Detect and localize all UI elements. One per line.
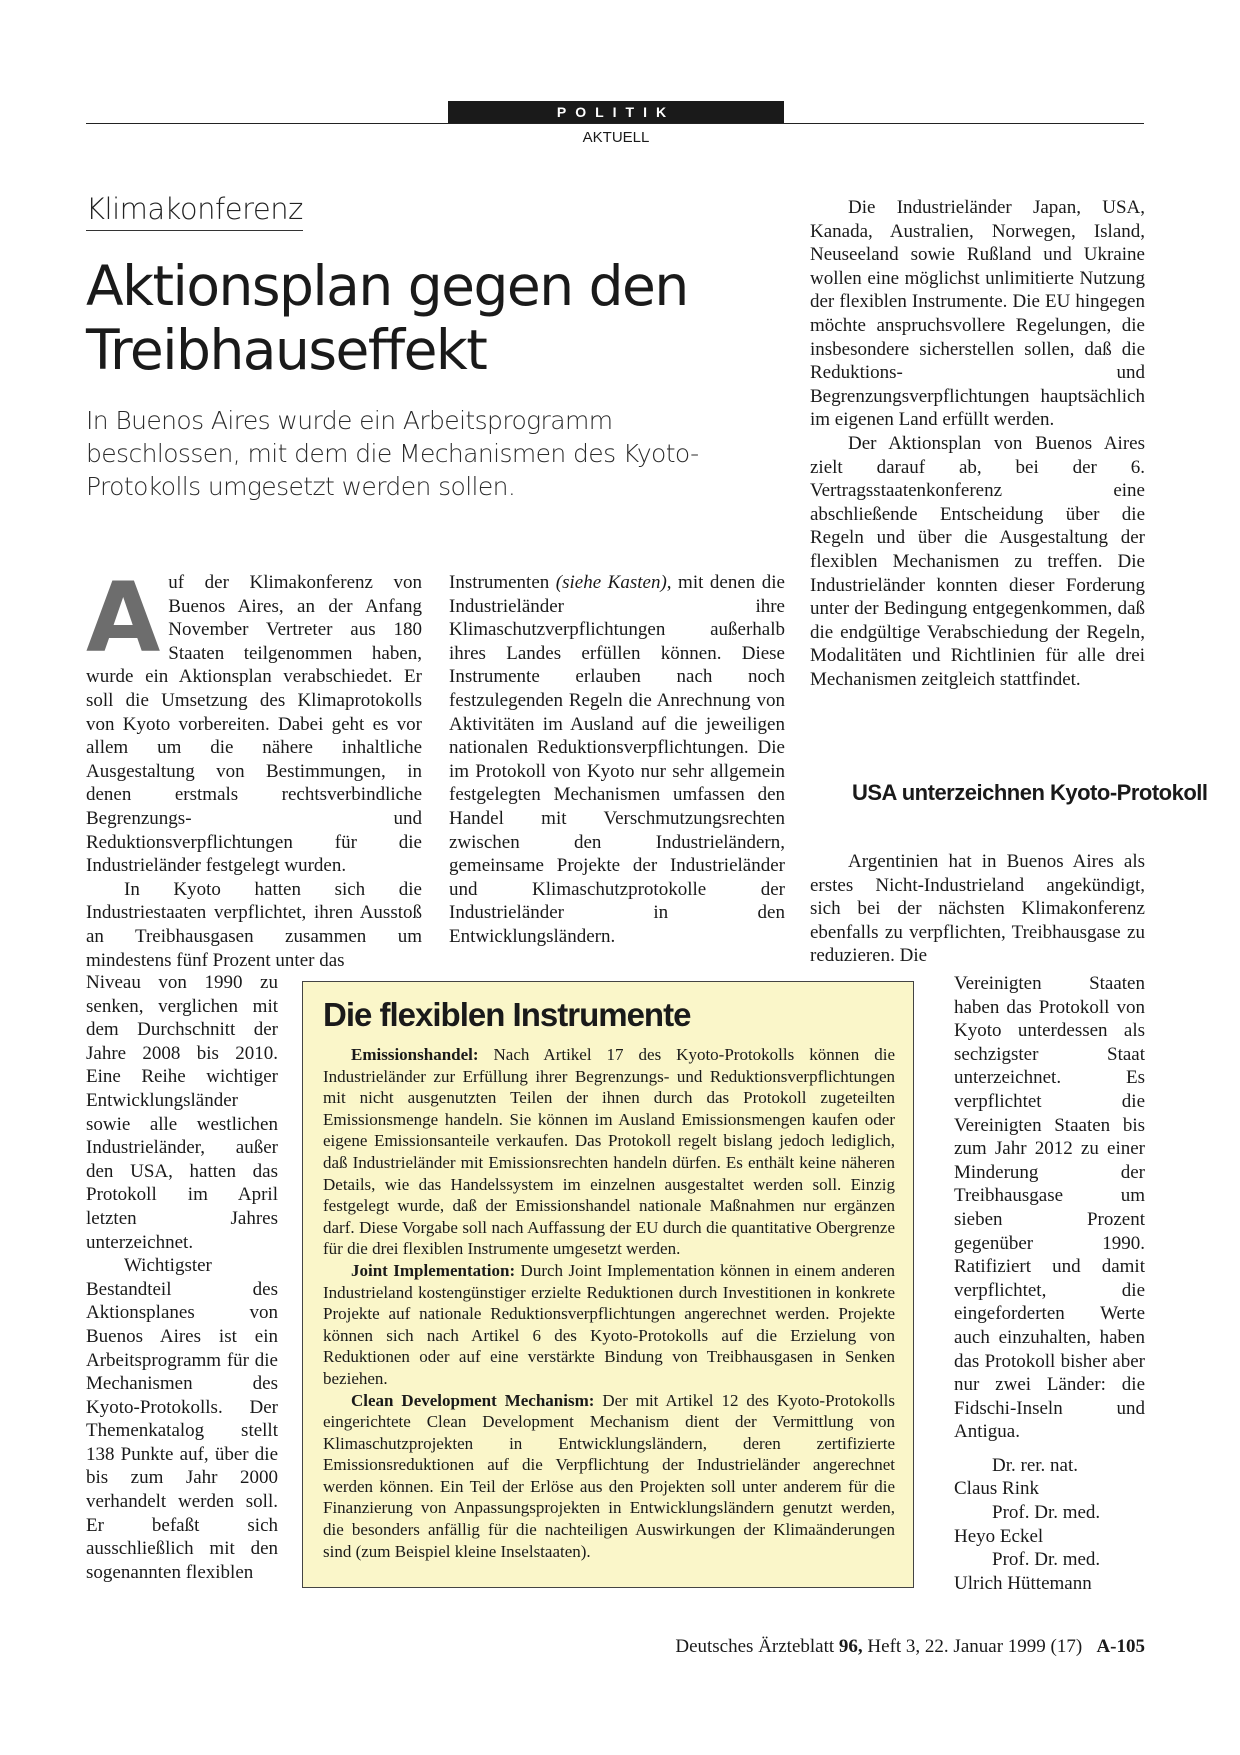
drop-cap: A [86,562,161,674]
paragraph: Der Aktionsplan von Buenos Aires zielt darauf ab, bei der 6. Vertragsstaatenkonferenz eine abschließende Entscheidung über die Regeln und über die Ausgestaltung der flexiblen Mechanismen zu treffen. Die Industrieländer konnten dieser Forderung unter der Bedingung entgegenkommen, daß die endgültige Verabschiedung der Regeln, Modalitäten und Richtlinien für alle drei Mechanismen zeitgleich stattfindet. [810,432,1145,690]
paragraph: Vereinigten Staaten haben das Protokoll von Kyoto unterdessen als sechzigster Staat unterzeichnet. Es verpflichtet die Vereinigten Staaten bis zum Jahr 2012 zu einer Minderung der Treibhausgase um sieben Prozent gegenüber 1990. Ratifiziert und damit verpflichtet, die eingeforderten Werte auch einzuhalten, haben das Protokoll bisher aber nur zwei Länder: die Fidschi-Inseln und Antigua. [954,973,1145,1443]
paragraph: Die Industrieländer Japan, USA, Kanada, Australien, Norwegen, Island, Neuseeland sowie Rußland und Ukraine wollen eine möglichst unlimitierte Nutzung der flexiblen Instrumente. Die EU hingegen möchte anspruchsvollere Regelungen, die insbesondere sicherstellen sollen, daß die Reduktions- und Begrenzungsverpflichtungen hauptsächlich im eigenen Land erfüllt werden. [810,197,1145,431]
body-column-1-bottom [86,971,278,1584]
body-column-1-top [86,562,422,972]
box-reference: (siehe Kasten) [555,572,667,593]
info-box [302,981,914,1588]
page-number: A-105 [1096,1636,1145,1657]
article-deck: In Buenos Aires wurde ein Arbeitsprogramm beschlossen, mit dem die Mechanismen des Kyoto-Protokolls umgesetzt werden sollen. [86,406,699,501]
info-box-body [323,1044,895,1562]
info-box-term: Joint Implementation: [351,1260,516,1280]
author: Dr. rer. nat. Claus Rink [954,1454,1079,1500]
info-box-item: Joint Implementation: Durch Joint Implementation können in einem anderen Industrieland kostengünstiger erzielte Reduktionen durch Investitionen in konkrete Projekte auf nationale Reduktionsverpflichtungen angerechnet werden. Projekte können sich nach Artikel 6 des Kyoto-Protokolls auf die Erzielung von Reduktionen oder auf eine verstärkte Bindung von Treibhausgasen in Senken beziehen. [323,1260,895,1388]
paragraph: Auf der Klimakonferenz von Buenos Aires, an der Anfang November Vertreter aus 180 Staaten teilgenommen haben, wurde ein Aktionsplan verabschiedet. Er soll die Umsetzung des Klimaprotokolls von Kyoto vorbereiten. Dabei geht es vor allem um die nähere inhaltliche Ausgestaltung von Bestimmungen, in denen erstmals rechtsverbindliche Begrenzungs- und Reduktionsverpflichtungen für die Industrieländer festgelegt wurden. [86,562,422,877]
page-footer [600,1636,1145,1658]
article-kicker: Klimakonferenz [86,192,303,231]
paragraph: Argentinien hat in Buenos Aires als erstes Nicht-Industrieland angekündigt, sich bei der nächsten Klimakonferenz ebenfalls zu verpflichten, Treibhausgase zu reduzieren. Die [810,851,1145,967]
author-list [954,1454,1145,1596]
section-label: POLITIK [448,101,784,123]
paragraph: Niveau von 1990 zu senken, verglichen mit dem Durchschnitt der Jahre 2008 bis 2010. Eine Reihe wichtiger Entwicklungsländer sowie alle westlichen Industrieländer, außer den USA, hatten das Protokoll im April letzten Jahres unterzeichnet. [86,972,278,1253]
header-rule [86,123,1144,124]
info-box-title: Die flexiblen Instrumente [323,996,691,1033]
paragraph: Instrumenten (siehe Kasten), mit denen die Industrieländer ihre Klimaschutzverpflichtungen außerhalb ihres Landes erfüllen können. Diese Instrumente erlauben nach noch festzulegenden Regeln die Anrechnung von Aktivitäten im Ausland auf die jeweiligen nationalen Reduktionsverpflichtungen. Die im Protokoll von Kyoto nur sehr allgemein festgelegten Mechanismen umfassen den Handel mit Verschmutzungsrechten zwischen den Industrieländern, gemeinsame Projekte der Industrieländer und Klimaschutzprotokolle der Industrieländer in den Entwicklungsländern. [449,572,785,947]
info-box-term: Clean Development Mechanism: [351,1390,595,1410]
info-box-term: Emissionshandel: [351,1045,479,1064]
body-column-3-bottom [954,972,1145,1595]
body-column-2 [449,571,785,949]
section-subhead: USA unterzeichnen Kyoto-Protokoll [852,780,1208,805]
paragraph: In Kyoto hatten sich die Industriestaaten verpflichtet, ihren Ausstoß an Treibhausgasen zusammen um mindestens fünf Prozent unter das [86,878,422,971]
article-headline: Aktionsplan gegen den Treibhauseffekt [86,254,688,382]
subsection-label: AKTUELL [582,129,650,146]
info-box-item: Emissionshandel: Nach Artikel 17 des Kyoto-Protokolls können die Industrieländer zur Erfüllung ihrer Begrenzungs- und Reduktionsverpflichtungen mit nicht ausgenutzten Teilen der ihnen durch das Protokoll zugeteilten Emissionsmenge handeln. Sie können im Ausland Emissionsmengen kaufen oder eigene Emissionsanteile verkaufen. Das Protokoll regelt bislang jedoch lediglich, daß Industrieländer mit Emissionsrechten handeln dürfen. Es enthält keine näheren Details, wie das Handelssystem im einzelnen ausgestaltet werden soll. Einzig festgelegt wurde, daß der Emissionshandel nationale Maßnahmen nur ergänzen darf. Diese Vorgabe soll nach Auffassung der EU durch die quantitative Obergrenze für die drei flexiblen Instrumente umgesetzt werden. [323,1045,895,1259]
journal-issue: Heft 3, 22. Januar 1999 (17) [862,1636,1083,1657]
journal-name: Deutsches Ärzteblatt [675,1636,839,1657]
author: Prof. Dr. med. Heyo Eckel [954,1502,1101,1547]
author: Prof. Dr. med. Ulrich Hüttemann [954,1549,1101,1594]
body-column-3 [810,196,1145,691]
info-box-item: Clean Development Mechanism: Der mit Artikel 12 des Kyoto-Protokolls eingerichtete Clean Development Mechanism dient der Vermittlung von Klimaschutzprojekten in Entwicklungsländern, deren zertifizierte Emissionsreduktionen auf die Verpflichtung der Industrieländer angerechnet werden können. Ein Teil der Erlöse aus den Projekten soll unter anderem für die Finanzierung von Anpassungsprojekten in Entwicklungsländern genutzt werden, die besonders anfällig für die nachteiligen Auswirkungen der Klimaänderungen sind (zum Beispiel kleine Inselstaaten). [323,1390,895,1561]
paragraph: Wichtigster Bestandteil des Aktionsplanes von Buenos Aires ist ein Arbeitsprogramm für die Mechanismen des Kyoto-Protokolls. Der Themenkatalog stellt 138 Punkte auf, über die bis zum Jahr 2000 verhandelt werden soll. Er befaßt sich ausschließlich mit den sogenannten flexiblen [86,1255,278,1583]
journal-volume: 96, [838,1636,863,1657]
body-column-3-middle [810,850,1145,968]
